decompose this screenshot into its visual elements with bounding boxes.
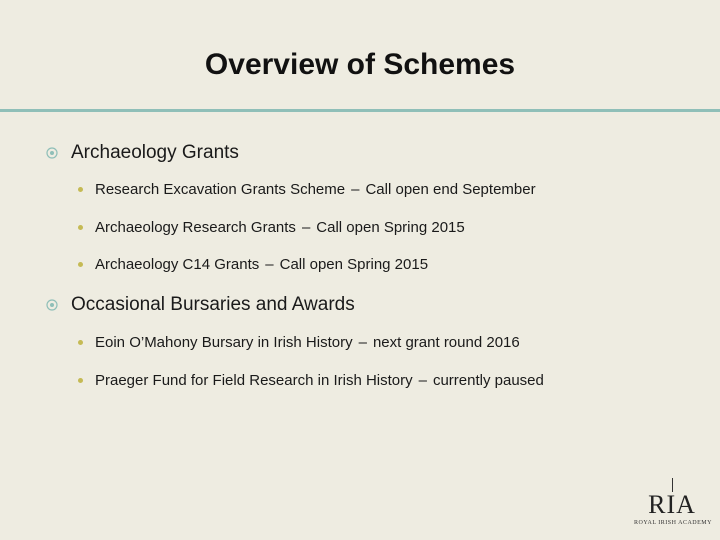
- list-item: [78, 181, 536, 198]
- scheme-name: Archaeology C14 Grants: [95, 256, 260, 273]
- list-item: [78, 334, 520, 351]
- dot-icon: [78, 262, 83, 267]
- separator: –: [351, 181, 360, 198]
- scheme-status: Call open Spring 2015: [316, 219, 465, 236]
- section-label: Occasional Bursaries and Awards: [71, 294, 355, 315]
- scheme-name: Praeger Fund for Field Research in Irish History: [95, 372, 413, 389]
- scheme-name: Archaeology Research Grants: [95, 219, 296, 236]
- scheme-name: Eoin O’Mahony Bursary in Irish History: [95, 334, 353, 351]
- section-heading: [46, 292, 355, 318]
- logo-subtitle: ROYAL IRISH ACADEMY: [634, 520, 712, 526]
- scheme-status: next grant round 2016: [372, 334, 520, 351]
- scheme-status: currently paused: [432, 372, 544, 389]
- scheme-status: Call open end September: [365, 181, 536, 198]
- title-divider: [0, 109, 720, 112]
- section-heading: [46, 140, 239, 166]
- scheme-status: Call open Spring 2015: [279, 256, 429, 273]
- separator: –: [418, 372, 427, 389]
- dot-icon: [78, 225, 83, 230]
- list-item: [78, 256, 428, 273]
- scheme-name: Research Excavation Grants Scheme: [95, 181, 346, 198]
- section-label: Archaeology Grants: [71, 142, 239, 163]
- list-item: [78, 372, 544, 389]
- dot-icon: [78, 187, 83, 192]
- separator: –: [265, 256, 274, 273]
- dot-icon: [78, 340, 83, 345]
- section-archaeology-grants: [46, 140, 239, 166]
- circled-dot-icon: [46, 147, 58, 159]
- list-item: [78, 219, 465, 236]
- separator: –: [358, 334, 367, 351]
- separator: –: [301, 219, 311, 236]
- ria-logo: [632, 478, 712, 532]
- dot-icon: [78, 378, 83, 383]
- section-bursaries-awards: [46, 292, 355, 318]
- slide-title: Overview of Schemes: [204, 48, 516, 81]
- circled-dot-icon: [46, 299, 58, 311]
- logo-mark: RIA: [648, 490, 696, 519]
